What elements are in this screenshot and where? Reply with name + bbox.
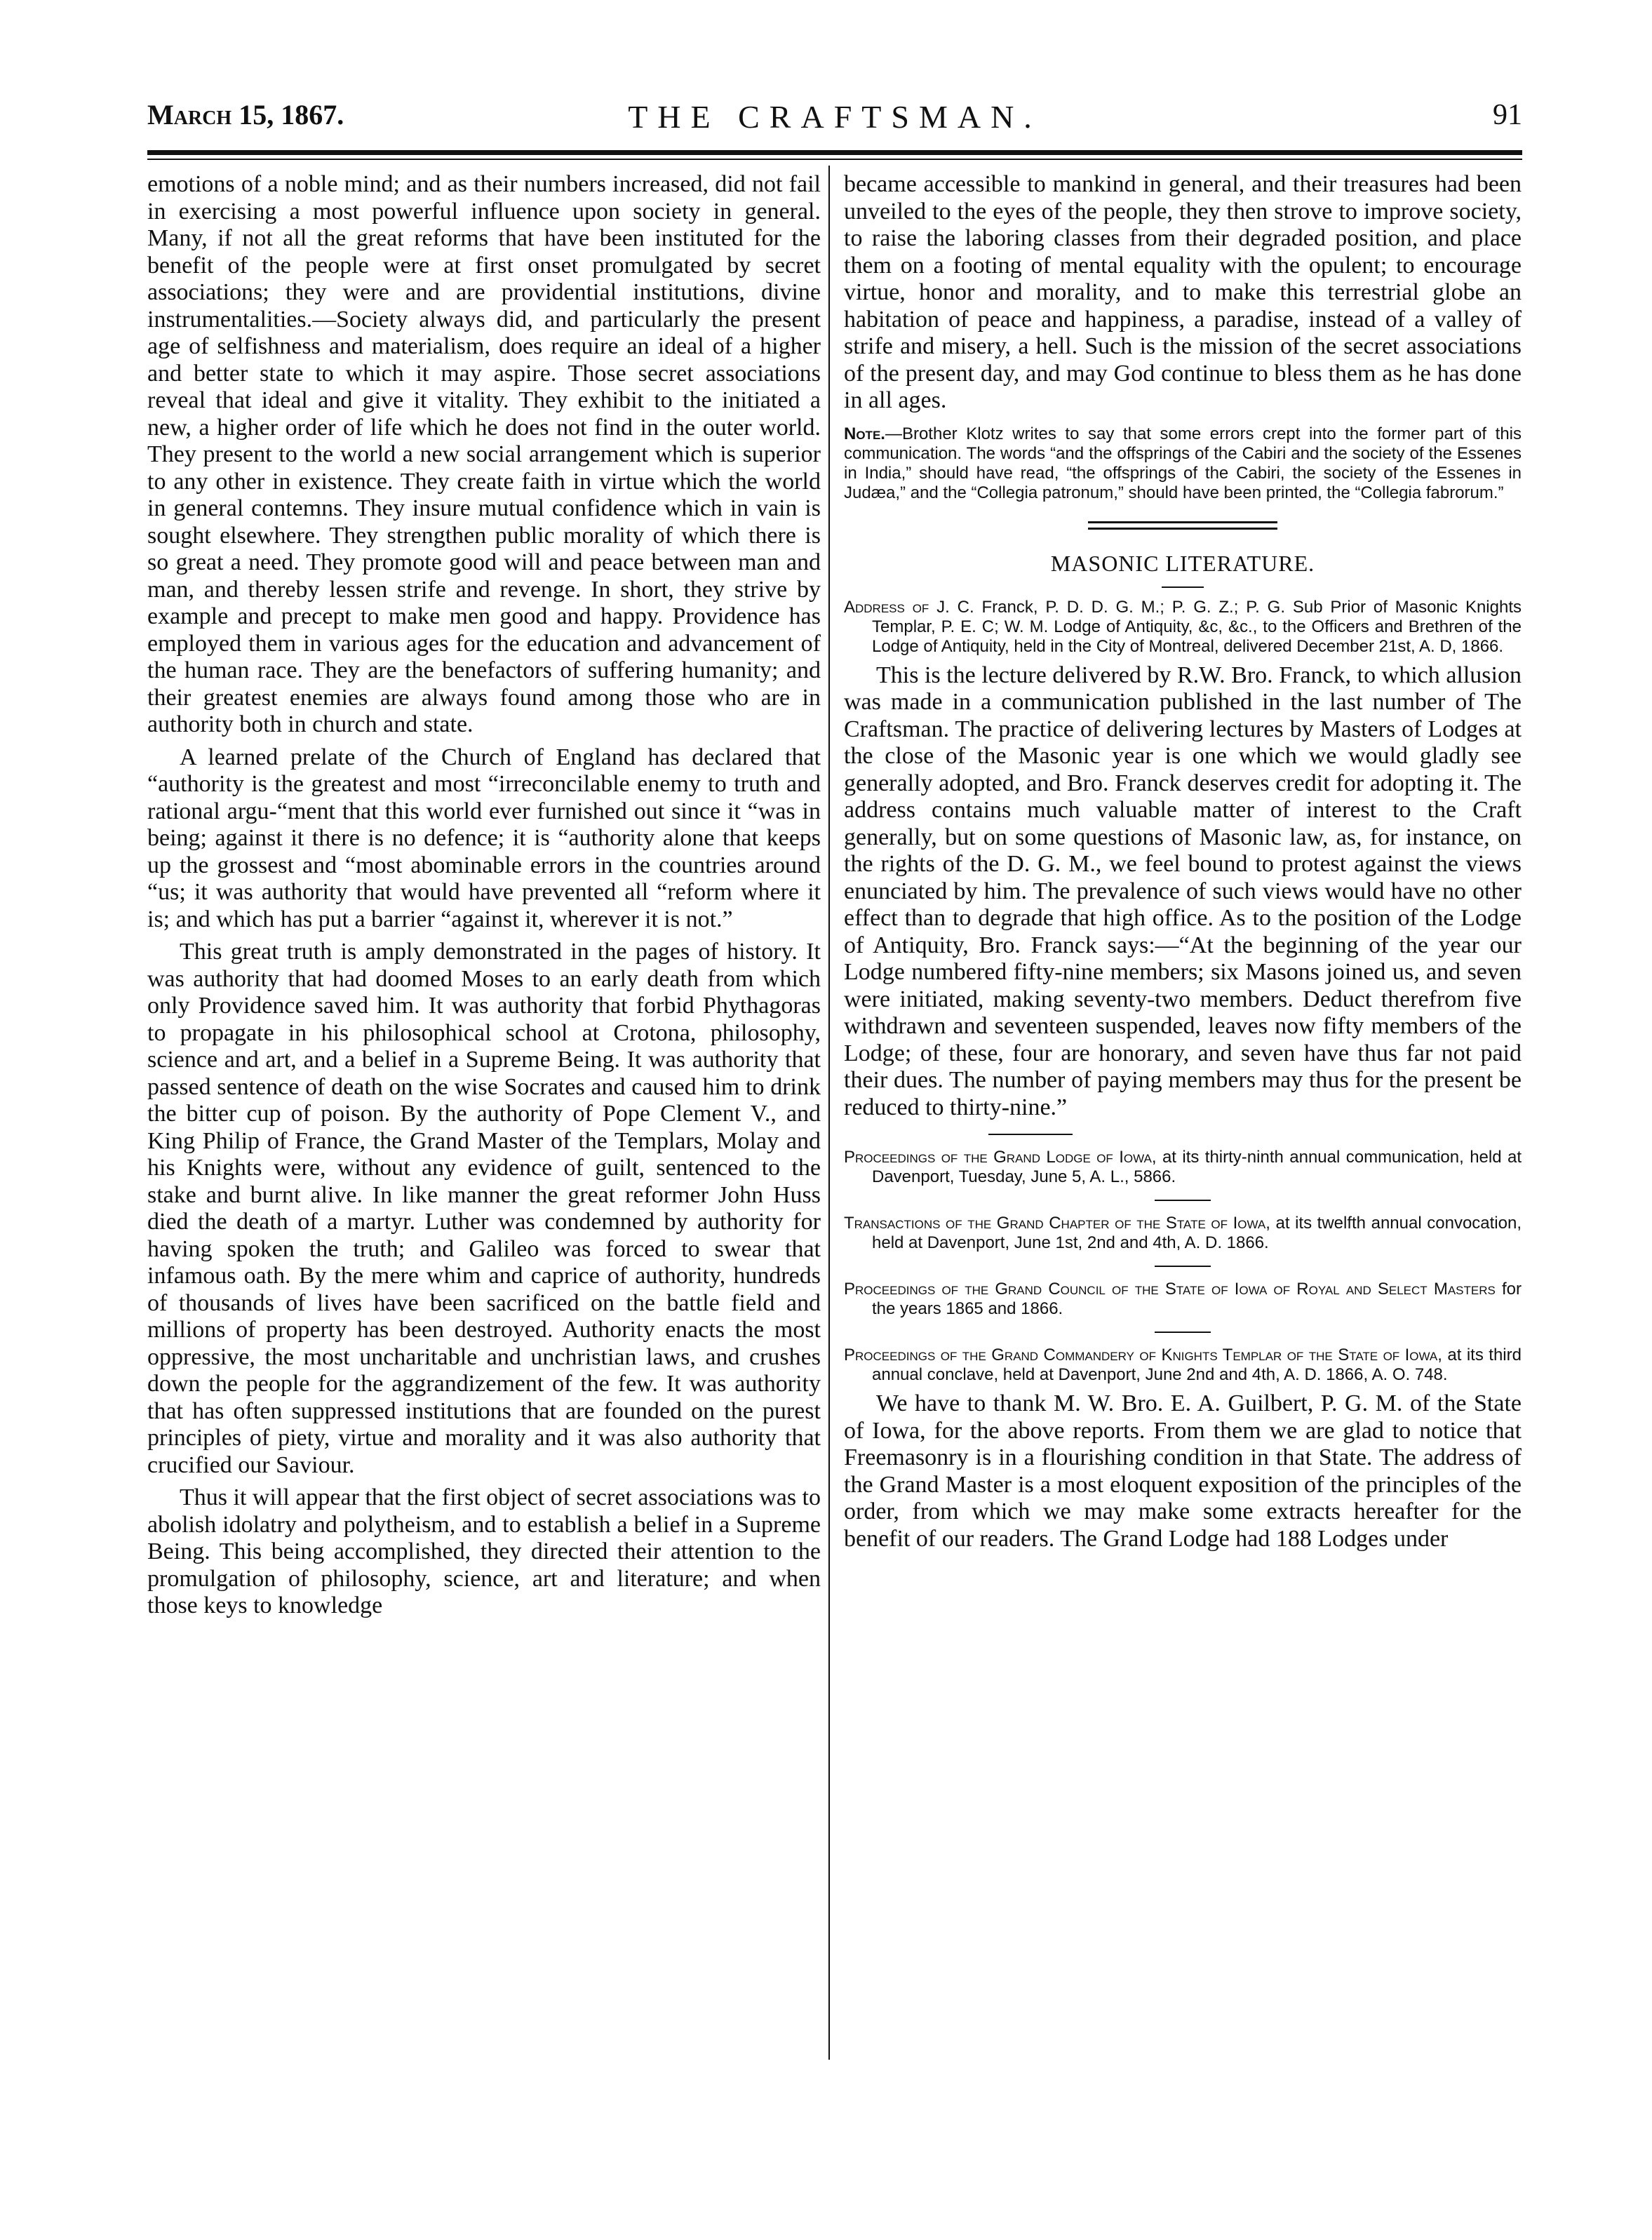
reference-entry — [844, 1214, 1522, 1253]
lecture-review-paragraph: This is the lecture delivered by R.W. Bro. Franck, to which allusion was made in a communication published in the last number of The Craftsman. The practice of delivering lectures by Masters of Lodges at the close of the Masonic year is one which we would gladly see generally adopted, and Bro. Franck deserves credit for adopting it. The address contains much valuable matter of interest to the Craft generally, but on some questions of Masonic law, as, for instance, on the rights of the D. G. M., we feel bound to protest against the views enunciated by him. The prevalence of such views would have no other effect than to degrade that high office. As to the position of the Lodge of Antiquity, Bro. Franck says:—“At the beginning of the year our Lodge numbered fifty-nine members; six Masons joined us, and seven were initiated, making seventy-two members. Deduct therefrom five withdrawn and seventeen suspended, leaves now fifty members of the Lodge; of these, four are honorary, and seven have thus far not paid their dues. The number of paying members may thus for the present be reduced to thirty-nine.” — [844, 662, 1522, 1120]
reference-separator — [1155, 1266, 1211, 1267]
article-paragraph: This great truth is amply demonstrated in the pages of history. It was authority that had doomed Moses to an early death from which only Providence saved him. It was authority that forbid Phythagoras to propagate in his philosophical school at Crotona, philosophy, science and art, and a belief in a Supreme Being. It was authority that passed sentence of death on the wise Socrates and caused him to drink the bitter cup of poison. By the authority of Pope Clement V., and King Philip of France, the Grand Master of the Templars, Molay and his Knights were, without any evidence of guilt, sentenced to the stake and burnt alive. In like manner the great reformer John Huss died the death of a martyr. Luther was condemned by authority for having spoken the truth; and Galileo was forced to swear that infamous oath. By the mere whim and caprice of authority, hundreds of thousands of lives have been sacrificed on the battle field and millions of property has been destroyed. Authority enacts the most oppressive, the most uncharitable and unchristian laws, and crushes down the people for the aggrandizement of the few. It was authority that has often suppressed institutions that are founded on the purest principles of piety, virtue and morality and it was also authority that crucified our Saviour. — [147, 939, 821, 1478]
reference-separator — [1155, 1200, 1211, 1201]
article-paragraph: emotions of a noble mind; and as their numbers increased, did not fail in exercising a most powerful influence upon society in general. Many, if not all the great reforms that have been instituted for the benefit of the people were at first onset promulgated by secret associations; they were and are providential institutions, divine instrumentalities.—Society always did, and particularly the present age of selfishness and materialism, does require an ideal of a higher and better state to which it may aspire. Those secret associations reveal that ideal and give it vitality. They exhibit to the initiated a new, a higher order of life which he does not find in the outer world. They present to the world a new social arrangement which is superior to any other in existence. They create faith in virtue which the world in general contemns. They insure mutual confidence which in vain is sought elsewhere. They strengthen public morality of which there is so great a need. They promote good will and peace between man and man, and thereby lessen strife and revenge. In short, they strive by example and precept to make men good and happy. Providence has employed them in various ages for the education and advancement of the human race. They are the benefactors of suffering humanity; and their greatest enemies are always found among those who are in authority both in church and state. — [147, 171, 821, 737]
address-citation — [844, 598, 1522, 657]
note-text: —Brother Klotz writes to say that some errors crept into the former part of this communication. The words “and the offsprings of the Cabiri and the society of the Essenes in India,” should have read, “the offsprings of the Cabiri, the society of the Essenes in Judæa,” and the “Collegia patronum,” should have been printed, the “Collegia fabrorum.” — [844, 424, 1522, 502]
running-header — [147, 98, 1522, 140]
reference-text: at its thirty-ninth annual communication, held at Davenport, Tuesday, June 5, A. L., 5866. — [872, 1148, 1522, 1186]
reference-entry — [844, 1148, 1522, 1187]
heading-rule — [1162, 586, 1204, 588]
article-paragraph: A learned prelate of the Church of England has declared that “authority is the greatest and most “irreconcilable enemy to truth and rational argu-“ment that this world ever furnished out since it “was in being; against it there is no defence; it is “authority alone that keeps up the grossest and “most abominable errors in the countries around “us; it was authority that would have prevented all “reform where it is; and which has put a barrier “against it, wherever it is not.” — [147, 744, 821, 932]
reference-entry — [844, 1346, 1522, 1385]
article-paragraph: Thus it will appear that the first object of secret associations was to abolish idolatry and polytheism, and to establish a belief in a Supreme Being. This being accomplished, they directed their attention to the promulgation of philosophy, science, art and literature; and when those keys to knowledge — [147, 1484, 821, 1618]
review-separator — [988, 1134, 1073, 1135]
issue-date: March 15, 1867. — [147, 99, 344, 130]
reference-text: at its third annual conclave, held at Davenport, June 2nd and 4th, A. D. 1866, A. O. 748. — [872, 1346, 1522, 1384]
column-divider — [828, 166, 830, 2060]
closing-paragraph: We have to thank M. W. Bro. E. A. Guilbert, P. G. M. of the State of Iowa, for the above reports. From them we are glad to notice that Freemasonry is in a flourishing condition in that State. The address of the Grand Master is a most eloquent exposition of the principles of the order, from which we may make some extracts hereafter for the benefit of our readers. The Grand Lodge had 188 Lodges under — [844, 1390, 1522, 1552]
publication-title: THE CRAFTSMAN. — [628, 99, 1042, 135]
section-separator — [1088, 521, 1277, 530]
header-rule-thick — [147, 150, 1522, 155]
reference-separator — [1155, 1332, 1211, 1333]
note-lead: Note. — [844, 424, 885, 443]
reference-entry — [844, 1280, 1522, 1319]
reference-lead: Proceedings of the Grand Lodge of Iowa, — [844, 1148, 1157, 1167]
address-lead: Address of — [844, 597, 929, 617]
right-column — [844, 171, 1522, 2058]
section-heading: MASONIC LITERATURE. — [1050, 550, 1315, 576]
reference-text: at its twelfth annual convocation, held at Davenport, June 1st, 2nd and 4th, A. D. 1866. — [872, 1214, 1522, 1252]
editor-note — [844, 424, 1522, 503]
reference-lead: Transactions of the Grand Chapter of the State of Iowa, — [844, 1214, 1270, 1233]
reference-text: for the years 1865 and 1866. — [872, 1280, 1522, 1318]
address-text: J. C. Franck, P. D. D. G. M.; P. G. Z.; P. G. Sub Prior of Masonic Knights Templar, P. E. C; W. M. Lodge of Antiquity, &c, &c., to the Officers and Brethren of the Lodge of Antiquity, held in the City of Montreal, delivered December 21st, A. D, 1866. — [872, 597, 1522, 656]
reference-lead: Proceedings of the Grand Commandery of Knights Templar of the State of Iowa, — [844, 1346, 1442, 1364]
article-continuation: became accessible to mankind in general, and their treasures had been unveiled to the eyes of the people, they then strove to improve society, to raise the laboring classes from their degraded position, and place them on a footing of mental equality with the opulent; to encourage virtue, honor and morality, and to make this terrestrial globe an habitation of peace and happiness, a paradise, instead of a valley of strife and misery, a hell. Such is the mission of the secret associations of the present day, and may God continue to bless them as he has done in all ages. — [844, 171, 1522, 413]
page-number: 91 — [1493, 99, 1522, 131]
reference-lead: Proceedings of the Grand Council of the State of Iowa of Royal and Select Masters — [844, 1280, 1496, 1299]
header-rule-thin — [147, 159, 1522, 160]
left-column — [147, 171, 821, 2058]
